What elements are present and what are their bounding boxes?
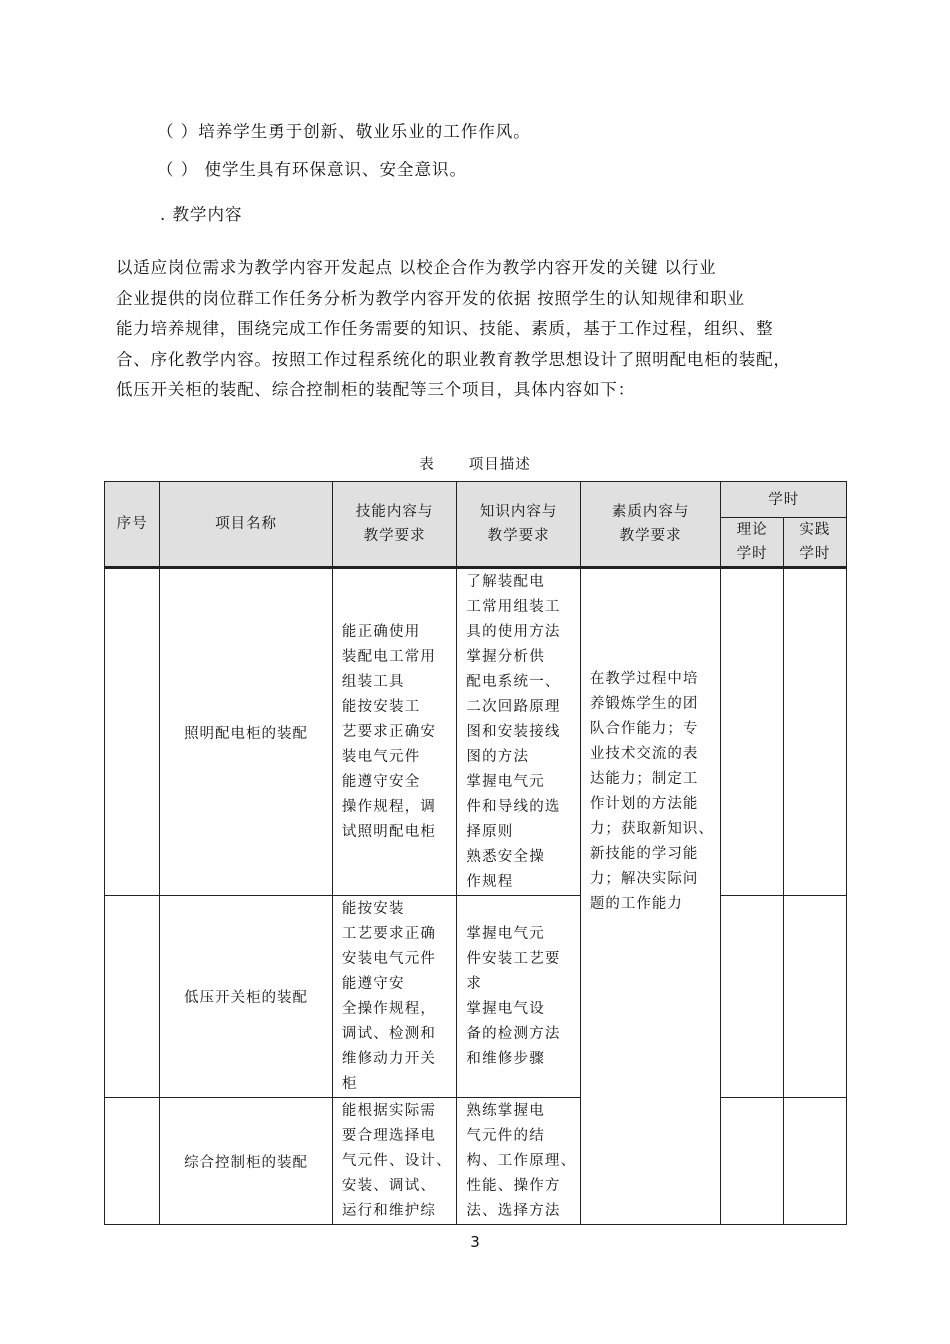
table-row xyxy=(105,568,847,896)
row-num-cell xyxy=(105,568,160,896)
table-row xyxy=(105,1098,847,1225)
practice-hours-cell xyxy=(783,896,846,1098)
knowledge-cell: 熟练掌握电 气元件的结 构、工作原理、 性能、操作方 法、选择方法 xyxy=(457,1098,580,1225)
project-name: 综合控制柜的装配 xyxy=(160,1098,333,1225)
content-paragraph xyxy=(116,253,840,406)
paragraph-line: 以适应岗位需求为教学内容开发起点 以校企合作为教学内容开发的关键 以行业 xyxy=(116,258,717,277)
paragraph-line: 企业提供的岗位群工作任务分析为教学内容开发的依据 按照学生的认知规律和职业 xyxy=(116,288,745,308)
table-caption-title: 项目描述 xyxy=(468,457,531,473)
header-name: 项目名称 xyxy=(160,482,333,568)
header-knowledge: 知识内容与 教学要求 xyxy=(457,482,580,568)
table-caption xyxy=(0,453,950,474)
paragraph-line: 能力培养规律，围绕完成工作任务需要的知识、技能、素质，基于工作过程，组织、整 xyxy=(116,319,774,338)
header-quality: 素质内容与 教学要求 xyxy=(580,482,721,568)
quality-cell: 在教学过程中培 养锻炼学生的团 队合作能力；专 业技术交流的表 达能力；制定工 作计划的方法能 力；获取新知识、 新技能的学习能 力；解决实际问 题的工作能力 xyxy=(580,568,721,1225)
objective-1: （ ）培养学生勇于创新、敬业乐业的工作作风。 xyxy=(157,122,531,141)
theory-hours-cell xyxy=(721,1098,783,1225)
skill-cell: 能根据实际需 要合理选择电 气元件、设计、 安装、调试、 运行和维护综 xyxy=(332,1098,457,1225)
theory-hours-cell xyxy=(721,896,783,1098)
theory-hours-cell xyxy=(721,568,783,896)
paragraph-line: 低压开关柜的装配、综合控制柜的装配等三个项目，具体内容如下： xyxy=(116,380,635,399)
table-caption-prefix: 表 xyxy=(419,457,435,473)
knowledge-cell: 掌握电气元 件安装工艺要 求 掌握电气设 备的检测方法 和维修步骤 xyxy=(457,896,580,1098)
knowledge-cell: 了解装配电 工常用组装工 具的使用方法 掌握分析供 配电系统一、 二次回路原理 图和安装接线 图的方法 掌握电气元 件和导线的选 择原则 熟悉安全操 作规程 xyxy=(457,568,580,896)
header-hours: 学时 xyxy=(721,482,847,518)
objective-2: （ ） 使学生具有环保意识、安全意识。 xyxy=(157,160,467,179)
project-name: 照明配电柜的装配 xyxy=(160,568,333,896)
table-row xyxy=(105,896,847,1098)
row-num-cell xyxy=(105,896,160,1098)
practice-hours-cell xyxy=(783,568,846,896)
paragraph-line: 合、序化教学内容。按照工作过程系统化的职业教育教学思想设计了照明配电柜的装配， xyxy=(116,349,791,369)
table-header xyxy=(105,482,847,568)
header-num: 序号 xyxy=(105,482,160,568)
header-theory-hours: 理论 学时 xyxy=(721,518,783,568)
header-skill: 技能内容与 教学要求 xyxy=(332,482,457,568)
page-number: 3 xyxy=(470,1233,480,1251)
skill-cell: 能正确使用 装配电工常用 组装工具 能按安装工 艺要求正确安 装电气元件 能遵守安全 操作规程，调 试照明配电柜 xyxy=(332,568,457,896)
section-heading: . 教学内容 xyxy=(160,205,243,224)
row-num-cell xyxy=(105,1098,160,1225)
project-name: 低压开关柜的装配 xyxy=(160,896,333,1098)
header-practice-hours: 实践 学时 xyxy=(783,518,846,568)
project-table xyxy=(104,481,847,1225)
practice-hours-cell xyxy=(783,1098,846,1225)
skill-cell: 能按安装 工艺要求正确 安装电气元件 能遵守安 全操作规程， 调试、检测和 维修动力开关 柜 xyxy=(332,896,457,1098)
